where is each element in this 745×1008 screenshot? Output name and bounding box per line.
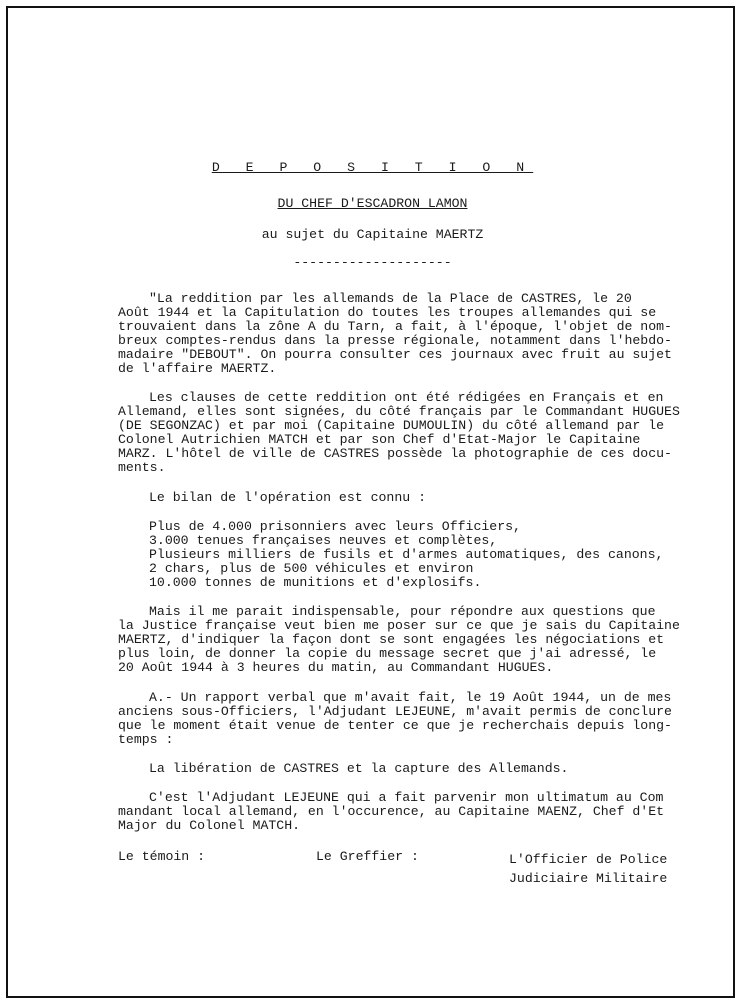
list-item: Plusieurs milliers de fusils et d'armes automatiques, des canons, xyxy=(149,547,664,562)
paragraph-line: A.- Un rapport verbal que m'avait fait, le 19 Août 1944, un de mes xyxy=(149,690,672,705)
separator-line: -------------------- xyxy=(293,255,452,270)
paragraph-line: mandant local allemand, en l'occurence, au Capitaine MAENZ, Chef d'Et xyxy=(118,804,665,819)
paragraph-line: Major du Colonel MATCH. xyxy=(118,818,301,833)
list-item: 10.000 tonnes de munitions et d'explosifs. xyxy=(149,575,482,590)
paragraph-line: (DE SEGONZAC) et par moi (Capitaine DUMOULIN) du côté allemand par le xyxy=(118,418,665,433)
list-item: 3.000 tenues françaises neuves et complètes, xyxy=(149,533,498,548)
paragraph-line: Les clauses de cette reddition ont été rédigées en Français et en xyxy=(149,390,664,405)
document-subject: au sujet du Capitaine MAERTZ xyxy=(261,227,484,242)
paragraph-line: 20 Août 1944 à 3 heures du matin, au Commandant HUGUES. xyxy=(118,660,554,675)
paragraph-line: Août 1944 et la Capitulation do toutes les troupes allemandes qui se xyxy=(118,305,657,320)
document-subtitle: DU CHEF D'ESCADRON LAMON xyxy=(277,196,468,211)
signature-clerk: Le Greffier : xyxy=(316,849,419,864)
paragraph-line: la Justice française veut bien me poser sur ce que je sais du Capitaine xyxy=(118,618,680,633)
paragraph-line: que le moment était venue de tenter ce que je recherchais depuis long- xyxy=(118,718,672,733)
signature-witness: Le témoin : xyxy=(118,849,206,864)
page-frame xyxy=(6,6,735,998)
list-item: 2 chars, plus de 500 véhicules et environ xyxy=(149,561,474,576)
paragraph-line: breux comptes-rendus dans la presse régionale, notamment dans l'hebdo- xyxy=(118,333,672,348)
paragraph-line: Colonel Autrichien MATCH et par son Chef d'Etat-Major le Capitaine xyxy=(118,432,641,447)
paragraph-line: temps : xyxy=(118,732,174,747)
list-item: Plus de 4.000 prisonniers avec leurs Officiers, xyxy=(149,519,521,534)
paragraph-line: La libération de CASTRES et la capture des Allemands. xyxy=(149,761,569,776)
paragraph-line: MARZ. L'hôtel de ville de CASTRES possède la photographie de ces docu- xyxy=(118,446,672,461)
signature-officer-line1: L'Officier de Police xyxy=(509,852,668,867)
paragraph-line: Mais il me parait indispensable, pour répondre aux questions que xyxy=(149,604,656,619)
signature-officer-line2: Judiciaire Militaire xyxy=(509,871,668,886)
document-title: D E P O S I T I O N xyxy=(211,160,534,175)
paragraph-line: MAERTZ, d'indiquer la façon dont se sont engagées les négociations et xyxy=(118,632,665,647)
paragraph-line: C'est l'Adjudant LEJEUNE qui a fait parvenir mon ultimatum au Com xyxy=(149,790,664,805)
paragraph-line: Le bilan de l'opération est connu : xyxy=(149,490,426,505)
paragraph-line: "La reddition par les allemands de la Place de CASTRES, le 20 xyxy=(149,291,632,306)
paragraph-line: plus loin, de donner la copie du message secret que j'ai adressé, le xyxy=(118,646,657,661)
paragraph-line: ments. xyxy=(118,460,166,475)
paragraph-line: trouvaient dans la zône A du Tarn, a fait, à l'époque, l'objet de nom- xyxy=(118,319,672,334)
document-page xyxy=(8,8,737,1000)
paragraph-line: madaire "DEBOUT". On pourra consulter ces journaux avec fruit au sujet xyxy=(118,347,672,362)
paragraph-line: Allemand, elles sont signées, du côté français par le Commandant HUGUES xyxy=(118,404,680,419)
paragraph-line: anciens sous-Officiers, l'Adjudant LEJEUNE, m'avait permis de conclure xyxy=(118,704,672,719)
paragraph-line: de l'affaire MAERTZ. xyxy=(118,361,277,376)
